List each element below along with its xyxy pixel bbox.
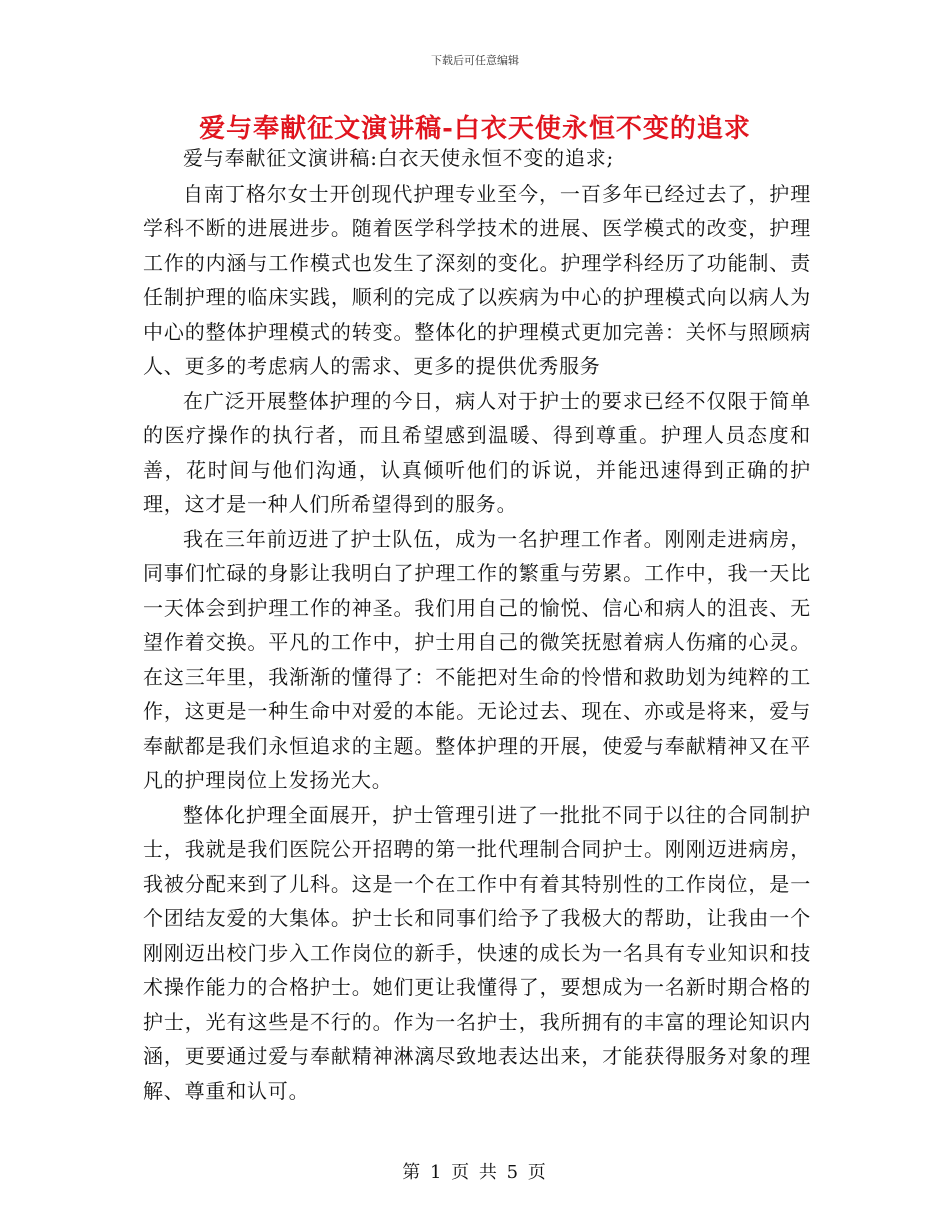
subtitle: 爱与奉献征文演讲稿:白衣天使永恒不变的追求; xyxy=(183,146,615,170)
paragraph: 在广泛开展整体护理的今日，病人对于护士的要求已经不仅限于简单的医疗操作的执行者，而且希望感到温暖、得到尊重。护理人员态度和善，花时间与他们沟通，认真倾听他们的诉说，并能迅速得到正确的护理，这才是一种人们所希望得到的服务。 xyxy=(143,388,811,516)
document-title: 爱与奉献征文演讲稿-白衣天使永恒不变的追求 xyxy=(199,114,751,144)
page-number-footer: 第 1 页 共 5 页 xyxy=(402,1162,548,1183)
header-note: 下载后可任意编辑 xyxy=(431,54,519,67)
paragraph: 自南丁格尔女士开创现代护理专业至今，一百多年已经过去了，护理学科不断的进展进步。随着医学科学技术的进展、医学模式的改变，护理工作的内涵与工作模式也发生了深刻的变化。护理学科经历了功能制、责任制护理的临床实践，顺利的完成了以疾病为中心的护理模式向以病人为中心的整体护理模式的转变。整体化的护理模式更加完善：关怀与照顾病人、更多的考虑病人的需求、更多的提供优秀服务 xyxy=(143,181,811,378)
document-body xyxy=(143,141,811,1108)
paragraph: 整体化护理全面展开，护士管理引进了一批批不同于以往的合同制护士，我就是我们医院公开招聘的第一批代理制合同护士。刚刚迈进病房，我被分配来到了儿科。这是一个在工作中有着其特别性的工作岗位，是一个团结友爱的大集体。护士长和同事们给予了我极大的帮助，让我由一个刚刚迈出校门步入工作岗位的新手，快速的成长为一名具有专业知识和技术操作能力的合格护士。她们更让我懂得了，要想成为一名新时期合格的护士，光有这些是不行的。作为一名护士，我所拥有的丰富的理论知识内涵，更要通过爱与奉献精神淋漓尽致地表达出来，才能获得服务对象的理解、尊重和认可。 xyxy=(143,802,811,1103)
paragraph: 我在三年前迈进了护士队伍，成为一名护理工作者。刚刚走进病房，同事们忙碌的身影让我明白了护理工作的繁重与劳累。工作中，我一天比一天体会到护理工作的神圣。我们用自己的愉悦、信心和病人的沮丧、无望作着交换。平凡的工作中，护士用自己的微笑抚慰着病人伤痛的心灵。在这三年里，我渐渐的懂得了：不能把对生命的怜惜和救助划为纯粹的工作，这更是一种生命中对爱的本能。无论过去、现在、亦或是将来，爱与奉献都是我们永恒追求的主题。整体护理的开展，使爱与奉献精神又在平凡的护理岗位上发扬光大。 xyxy=(143,526,811,792)
